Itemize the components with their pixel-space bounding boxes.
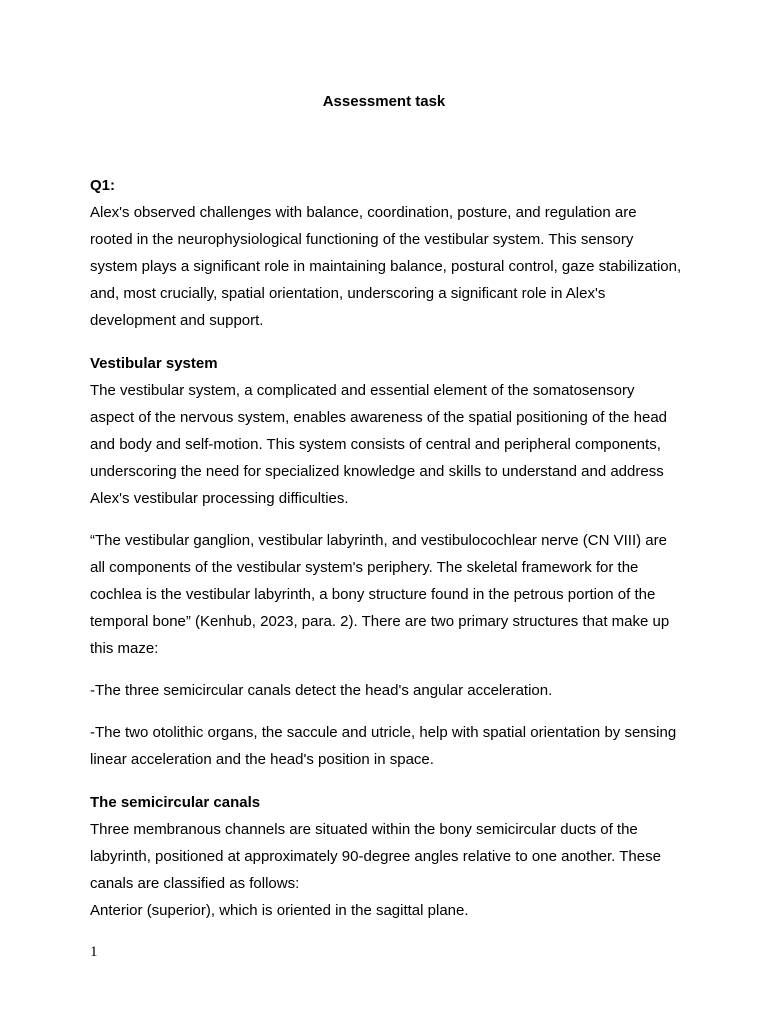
canal-item: Anterior (superior), which is oriented in the sagittal plane. [90,902,469,919]
list-item: -The two otolithic organs, the saccule and utricle, help with spatial orientation by sensing linear acceleration and the head's position in space. [90,724,677,768]
vestibular-system-heading: Vestibular system [90,355,218,372]
page-number: 1 [90,944,98,960]
canals-paragraph: Three membranous channels are situated within the bony semicircular ducts of the labyrinth, positioned at approximately 90-degree angles relative to one another. These canals are classified as follows: [90,821,661,892]
vestibular-paragraph: The vestibular system, a complicated and essential element of the somatosensory aspect of the nervous system, enables awareness of the spatial positioning of the head and body and self-motion. This system consists of central and peripheral components, underscoring the need for specialized knowledge and skills to understand and address Alex's vestibular processing difficulties. [90,382,668,507]
quote-paragraph: “The vestibular ganglion, vestibular labyrinth, and vestibulocochlear nerve (CN VIII) are all components of the vestibular system's periphery. The skeletal framework for the cochlea is the vestibular labyrinth, a bony structure found in the petrous portion of the temporal bone” (Kenhub, 2023, para. 2). There are two primary structures that make up this maze: [90,532,670,657]
q1-heading: Q1: [90,177,116,194]
q1-paragraph: Alex's observed challenges with balance, coordination, posture, and regulation are rooted in the neurophysiological functioning of the vestibular system. This sensory system plays a significant role in maintaining balance, postural control, gaze stabilization, and, most crucially, spatial orientation, underscoring a significant role in Alex's development and support. [90,204,682,329]
document-body [90,172,682,924]
semicircular-canals-heading: The semicircular canals [90,794,261,811]
document-title: Assessment task [322,93,446,110]
list-item: -The three semicircular canals detect the head's angular acceleration. [90,682,553,699]
